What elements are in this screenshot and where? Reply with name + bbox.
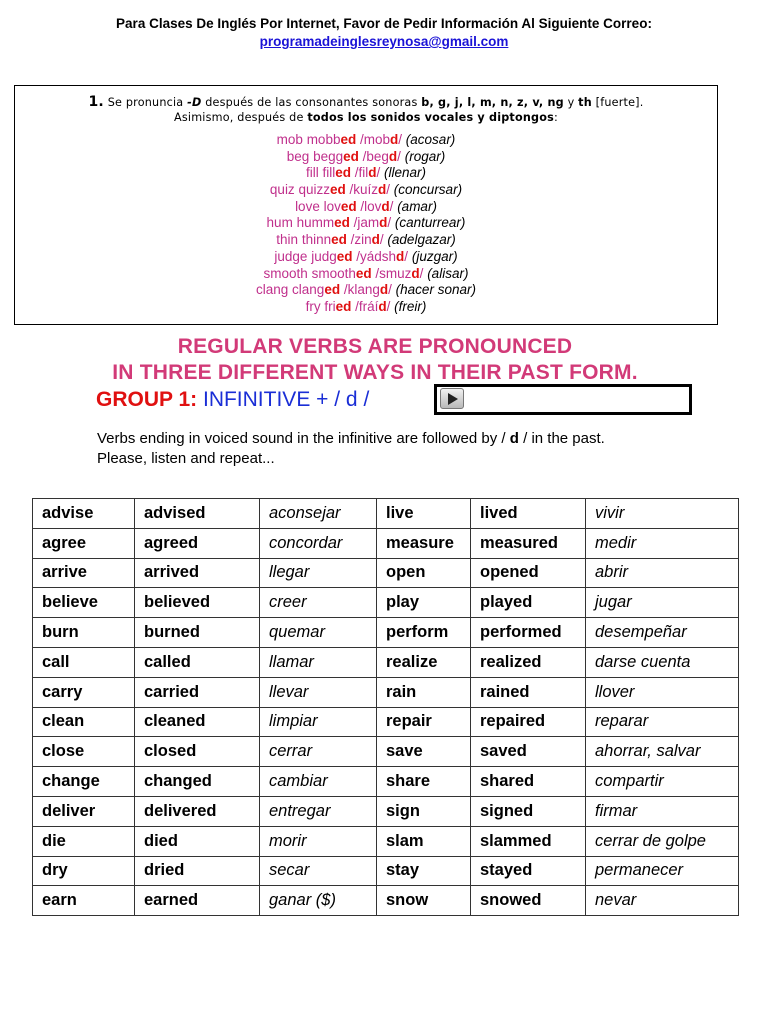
cell-infinitive: sign xyxy=(377,796,471,826)
table-row xyxy=(33,767,739,797)
cell-past: lived xyxy=(471,499,586,529)
table-row xyxy=(33,499,739,529)
cell-translation: abrir xyxy=(586,558,739,588)
cell-past: realized xyxy=(471,647,586,677)
example-past-end: ed xyxy=(335,165,351,181)
cell-past: stayed xyxy=(471,856,586,886)
cell-translation: quemar xyxy=(260,618,377,648)
example-row xyxy=(15,249,717,266)
example-row xyxy=(15,199,717,216)
cell-infinitive: measure xyxy=(377,528,471,558)
instructions xyxy=(97,429,605,469)
example-ipa-close: / xyxy=(404,248,409,264)
example-ipa-stem: /yádsh xyxy=(356,248,397,264)
cell-translation: vivir xyxy=(586,499,739,529)
main-title-line-1: REGULAR VERBS ARE PRONOUNCED xyxy=(177,335,573,358)
group-label: GROUP 1: xyxy=(96,388,198,411)
pronunciation-rule-box xyxy=(14,85,718,325)
cell-past: signed xyxy=(471,796,586,826)
example-ipa-end: d xyxy=(396,248,405,264)
cell-infinitive: save xyxy=(377,737,471,767)
example-ipa-close: / xyxy=(419,265,424,281)
header-title: Para Clases De Inglés Por Internet, Favor de Pedir Información Al Siguiente Correo: xyxy=(116,16,652,31)
example-ipa-close: / xyxy=(386,298,391,314)
example-ipa-end: d xyxy=(379,215,388,231)
example-ipa-stem: /beg xyxy=(362,148,389,164)
instructions-text: Verbs ending in voiced sound in the infinitive are followed by / xyxy=(97,430,510,447)
cell-translation: llamar xyxy=(260,647,377,677)
rule-line-2 xyxy=(15,111,717,124)
example-past-end: ed xyxy=(343,148,359,164)
example-past-stem: clang xyxy=(292,282,325,298)
cell-infinitive: live xyxy=(377,499,471,529)
cell-infinitive: stay xyxy=(377,856,471,886)
example-base: quiz xyxy=(269,182,299,198)
cell-translation: ganar ($) xyxy=(260,886,377,916)
example-ipa-stem: /kuíz xyxy=(349,182,379,198)
example-ipa-close: / xyxy=(388,282,392,298)
example-past-end: ed xyxy=(334,215,350,231)
cell-translation: entregar xyxy=(260,796,377,826)
example-ipa-stem: /fil xyxy=(354,165,369,181)
cell-translation: secar xyxy=(260,856,377,886)
verb-table xyxy=(32,498,739,916)
table-row xyxy=(33,737,739,767)
example-ipa-close: / xyxy=(389,198,394,214)
example-row xyxy=(15,182,717,199)
cell-infinitive: share xyxy=(377,767,471,797)
rule-text: Asimismo, después de xyxy=(174,111,308,124)
cell-past: died xyxy=(135,826,260,856)
example-ipa-stem: /jam xyxy=(353,215,380,231)
cell-translation: medir xyxy=(586,528,739,558)
example-base: mob xyxy=(276,132,307,147)
example-base: judge xyxy=(274,248,312,264)
example-past-end: ed xyxy=(340,198,357,214)
cell-translation: llevar xyxy=(260,677,377,707)
play-icon xyxy=(448,393,458,405)
example-translation: (llenar) xyxy=(384,165,427,181)
cell-infinitive: snow xyxy=(377,886,471,916)
example-translation: (alisar) xyxy=(427,265,469,281)
cell-past: saved xyxy=(471,737,586,767)
cell-infinitive: perform xyxy=(377,618,471,648)
table-row xyxy=(33,618,739,648)
example-translation: (freir) xyxy=(394,298,427,314)
cell-past: played xyxy=(471,588,586,618)
example-past-end: ed xyxy=(336,248,353,264)
example-ipa-end: d xyxy=(390,132,399,147)
example-ipa-end: d xyxy=(378,182,387,198)
example-row xyxy=(15,149,717,166)
cell-past: carried xyxy=(135,677,260,707)
example-ipa-stem: /fráí xyxy=(355,298,379,314)
cell-translation: llegar xyxy=(260,558,377,588)
example-past-stem: lov xyxy=(323,198,341,214)
example-ipa-close: / xyxy=(376,165,381,181)
cell-translation: darse cuenta xyxy=(586,647,739,677)
cell-past: believed xyxy=(135,588,260,618)
table-row xyxy=(33,528,739,558)
cell-past: slammed xyxy=(471,826,586,856)
table-row xyxy=(33,796,739,826)
cell-past: burned xyxy=(135,618,260,648)
cell-translation: cerrar de golpe xyxy=(586,826,739,856)
cell-infinitive: open xyxy=(377,558,471,588)
cell-infinitive: realize xyxy=(377,647,471,677)
example-ipa-end: d xyxy=(368,165,377,181)
cell-past: cleaned xyxy=(135,707,260,737)
table-row xyxy=(33,677,739,707)
cell-translation: aconsejar xyxy=(260,499,377,529)
cell-infinitive: change xyxy=(33,767,135,797)
table-row xyxy=(33,826,739,856)
group-formula: INFINITIVE + / d / xyxy=(202,388,370,411)
cell-infinitive: arrive xyxy=(33,558,135,588)
play-button[interactable] xyxy=(440,388,464,409)
table-row xyxy=(33,856,739,886)
example-ipa-end: d xyxy=(379,282,389,298)
example-row xyxy=(15,232,717,249)
rule-text: y xyxy=(563,96,579,109)
example-translation: (juzgar) xyxy=(411,248,458,264)
cell-infinitive: believe xyxy=(33,588,135,618)
cell-past: advised xyxy=(135,499,260,529)
audio-player[interactable] xyxy=(434,384,692,415)
example-past-stem: begg xyxy=(313,148,344,164)
example-translation: (canturrear) xyxy=(394,215,466,231)
example-past-stem: thinn xyxy=(301,232,332,248)
cell-infinitive: deliver xyxy=(33,796,135,826)
cell-past: earned xyxy=(135,886,260,916)
cell-translation: permanecer xyxy=(586,856,739,886)
rule-text: después de las consonantes sonoras xyxy=(201,96,422,109)
rule-number: 1. xyxy=(88,94,104,110)
example-ipa-end: d xyxy=(371,232,380,248)
example-row xyxy=(15,266,717,283)
example-base: beg xyxy=(286,148,314,164)
cell-past: shared xyxy=(471,767,586,797)
example-row xyxy=(15,132,717,149)
table-row xyxy=(33,588,739,618)
rule-d: -D xyxy=(187,96,202,109)
rule-bold: todos los sonidos vocales y diptongos xyxy=(307,111,554,124)
cell-infinitive: repair xyxy=(377,707,471,737)
example-past-stem: smooth xyxy=(311,265,356,281)
rule-text: Se pronuncia xyxy=(107,96,188,109)
example-translation: (adelgazar) xyxy=(387,232,456,248)
cell-past: arrived xyxy=(135,558,260,588)
example-past-stem: fill xyxy=(322,165,336,181)
cell-past: snowed xyxy=(471,886,586,916)
example-ipa-close: / xyxy=(397,148,401,164)
example-ipa-close: / xyxy=(387,215,392,231)
example-past-end: ed xyxy=(355,265,372,281)
cell-translation: desempeñar xyxy=(586,618,739,648)
example-past-end: ed xyxy=(335,298,352,314)
example-past-end: ed xyxy=(329,182,346,198)
cell-infinitive: close xyxy=(33,737,135,767)
example-past-end: ed xyxy=(340,132,357,147)
cell-translation: compartir xyxy=(586,767,739,797)
table-row xyxy=(33,707,739,737)
cell-past: repaired xyxy=(471,707,586,737)
cell-infinitive: rain xyxy=(377,677,471,707)
cell-past: delivered xyxy=(135,796,260,826)
example-ipa-close: / xyxy=(398,132,403,147)
example-ipa-stem: /zin xyxy=(350,232,372,248)
cell-infinitive: advise xyxy=(33,499,135,529)
cell-infinitive: dry xyxy=(33,856,135,886)
group-heading xyxy=(96,388,369,412)
example-base: love xyxy=(295,198,324,214)
cell-translation: cerrar xyxy=(260,737,377,767)
cell-infinitive: agree xyxy=(33,528,135,558)
cell-past: changed xyxy=(135,767,260,797)
example-base: clang xyxy=(256,282,293,298)
example-past-end: ed xyxy=(324,282,341,298)
cell-translation: creer xyxy=(260,588,377,618)
example-base: thin xyxy=(276,232,302,248)
rule-line-1 xyxy=(15,94,717,110)
example-base: fill xyxy=(305,165,323,181)
example-list xyxy=(15,132,717,316)
instructions-text: / in the past. xyxy=(518,430,605,447)
example-row xyxy=(15,215,717,232)
example-ipa-stem: /smuz xyxy=(375,265,412,281)
cell-past: agreed xyxy=(135,528,260,558)
example-translation: (rogar) xyxy=(404,148,446,164)
cell-past: rained xyxy=(471,677,586,707)
example-base: smooth xyxy=(263,265,312,281)
example-ipa-end: d xyxy=(378,298,387,314)
example-translation: (amar) xyxy=(397,198,437,214)
header-email-line xyxy=(0,34,768,49)
example-past-stem: humm xyxy=(296,215,335,231)
example-ipa-stem: /mob xyxy=(360,132,391,147)
example-ipa-end: d xyxy=(381,198,390,214)
example-past-stem: quizz xyxy=(298,182,330,198)
example-ipa-close: / xyxy=(386,182,391,198)
cell-past: opened xyxy=(471,558,586,588)
cell-past: dried xyxy=(135,856,260,886)
cell-past: measured xyxy=(471,528,586,558)
example-row xyxy=(15,165,717,182)
main-title-line-2: IN THREE DIFFERENT WAYS IN THEIR PAST FORM. xyxy=(112,361,638,384)
cell-infinitive: clean xyxy=(33,707,135,737)
example-ipa-end: d xyxy=(388,148,398,164)
cell-past: called xyxy=(135,647,260,677)
example-row xyxy=(15,299,717,316)
rule-th: th xyxy=(578,96,592,109)
rule-text: [fuerte]. xyxy=(591,96,644,109)
example-past-stem: fri xyxy=(324,298,336,314)
example-translation: (concursar) xyxy=(393,182,463,198)
table-row xyxy=(33,886,739,916)
table-row xyxy=(33,647,739,677)
example-translation: (hacer sonar) xyxy=(395,282,476,298)
example-base: hum xyxy=(266,215,297,231)
cell-past: closed xyxy=(135,737,260,767)
instructions-d: d xyxy=(509,430,519,447)
example-past-stem: mobb xyxy=(306,132,341,147)
cell-infinitive: play xyxy=(377,588,471,618)
cell-translation: concordar xyxy=(260,528,377,558)
instructions-line-2: Please, listen and repeat... xyxy=(97,450,275,467)
cell-translation: jugar xyxy=(586,588,739,618)
example-past-end: ed xyxy=(331,232,347,248)
cell-infinitive: die xyxy=(33,826,135,856)
cell-translation: cambiar xyxy=(260,767,377,797)
cell-infinitive: carry xyxy=(33,677,135,707)
example-base: fry xyxy=(305,298,325,314)
cell-translation: reparar xyxy=(586,707,739,737)
rule-text: : xyxy=(554,111,558,124)
table-row xyxy=(33,558,739,588)
example-ipa-close: / xyxy=(379,232,384,248)
cell-infinitive: slam xyxy=(377,826,471,856)
cell-translation: nevar xyxy=(586,886,739,916)
cell-translation: llover xyxy=(586,677,739,707)
cell-translation: firmar xyxy=(586,796,739,826)
example-ipa-end: d xyxy=(411,265,420,281)
cell-translation: ahorrar, salvar xyxy=(586,737,739,767)
cell-past: performed xyxy=(471,618,586,648)
cell-translation: limpiar xyxy=(260,707,377,737)
example-translation: (acosar) xyxy=(405,132,456,147)
cell-infinitive: earn xyxy=(33,886,135,916)
example-past-stem: judg xyxy=(311,248,337,264)
rule-letters: b, g, j, l, m, n, z, v, ng xyxy=(421,96,564,109)
cell-infinitive: burn xyxy=(33,618,135,648)
email-link[interactable]: programadeinglesreynosa@gmail.com xyxy=(259,34,509,49)
cell-infinitive: call xyxy=(33,647,135,677)
cell-translation: morir xyxy=(260,826,377,856)
example-ipa-stem: /lov xyxy=(360,198,382,214)
example-row xyxy=(15,282,717,299)
example-ipa-stem: /klang xyxy=(343,282,380,298)
